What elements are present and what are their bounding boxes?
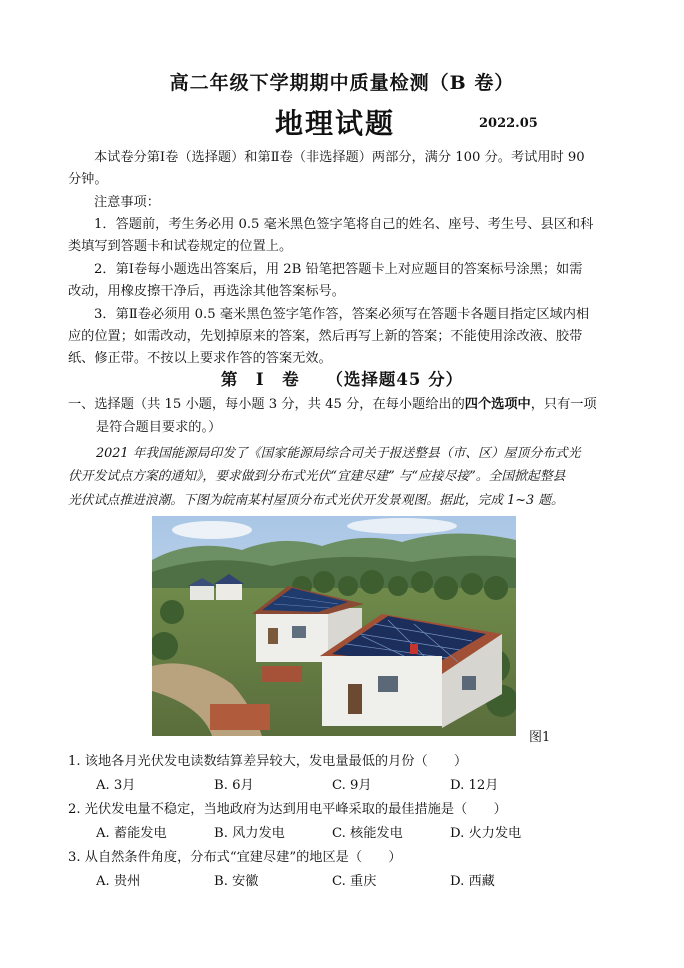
material-line: 光伏试点推进浪潮。下图为皖南某村屋顶分布式光伏开发景观图。据此，完成 1~3 题。 xyxy=(68,493,564,508)
figure-label: 图1 xyxy=(529,730,551,745)
question-stem: 1. 该地各月光伏发电读数结算差异较大，发电量最低的月份（ ） xyxy=(68,754,468,769)
intro-line: 本试卷分第Ⅰ卷（选择题）和第Ⅱ卷（非选择题）两部分，满分 100 分。考试用时 90 xyxy=(94,150,585,165)
option-d: D. 12月 xyxy=(450,778,499,793)
instruction-line: 是符合题目要求的。） xyxy=(96,420,222,435)
instruction-text: 一、选择题（共 15 小题，每小题 3 分，共 45 分，在每小题给出的 xyxy=(68,397,465,412)
option-c: C. 重庆 xyxy=(332,874,377,889)
section-title: 第 Ⅰ 卷 （选择题45 分） xyxy=(220,370,464,389)
note-line: 类填写到答题卡和试卷规定的位置上。 xyxy=(68,239,293,254)
question-stem: 3. 从自然条件角度，分布式“宜建尽建”的地区是（ ） xyxy=(68,850,402,865)
instruction-text: ，只有一项 xyxy=(530,397,597,412)
option-c: C. 核能发电 xyxy=(332,826,403,841)
option-d: D. 西藏 xyxy=(450,874,495,889)
note-line: 2．第Ⅰ卷每小题选出答案后，用 2B 铅笔把答题卡上对应题目的答案标号涂黑；如需 xyxy=(94,262,583,277)
option-b: B. 风力发电 xyxy=(214,826,285,841)
note-line: 3．第Ⅱ卷必须用 0.5 毫米黑色签字笔作答，答案必须写在答题卡各题目指定区域内相 xyxy=(94,307,590,322)
notes-heading: 注意事项： xyxy=(94,195,160,210)
section-instructions xyxy=(68,394,597,416)
option-a: A. 贵州 xyxy=(96,874,141,889)
exam-date: 2022.05 xyxy=(479,116,538,131)
question-stem: 2. 光伏发电量不稳定，当地政府为达到用电平峰采取的最佳措施是（ ） xyxy=(68,802,507,817)
rooftop-solar-photo xyxy=(152,516,516,736)
option-a: A. 蓄能发电 xyxy=(96,826,167,841)
photo-illustration xyxy=(152,516,516,736)
note-line: 改动，用橡皮擦干净后，再选涂其他答案标号。 xyxy=(68,284,345,299)
option-c: C. 9月 xyxy=(332,778,372,793)
material-line: 2021 年我国能源局印发了《国家能源局综合司关于报送整县（市、区）屋顶分布式光 xyxy=(96,446,581,461)
note-line: 1．答题前，考生务必用 0.5 毫米黑色签字笔将自己的姓名、座号、考生号、县区和科 xyxy=(94,217,594,232)
intro-line: 分钟。 xyxy=(68,172,108,187)
note-line: 纸、修正带。不按以上要求作答的答案无效。 xyxy=(68,351,332,366)
option-d: D. 火力发电 xyxy=(450,826,522,841)
exam-title: 高二年级下学期期中质量检测（B 卷） xyxy=(169,72,515,94)
option-a: A. 3月 xyxy=(96,778,136,793)
subject-title: 地理试题 xyxy=(275,107,396,140)
option-b: B. 安徽 xyxy=(214,874,259,889)
instruction-emphasis: 四个选项中 xyxy=(464,397,531,412)
option-b: B. 6月 xyxy=(214,778,254,793)
material-line: 伏开发试点方案的通知》，要求做到分布式光伏“宜建尽建” 与“应接尽接”。全国掀起整县 xyxy=(68,469,566,484)
note-line: 应的位置；如需改动，先划掉原来的答案，然后再写上新的答案；不能使用涂改液、胶带 xyxy=(68,329,583,344)
